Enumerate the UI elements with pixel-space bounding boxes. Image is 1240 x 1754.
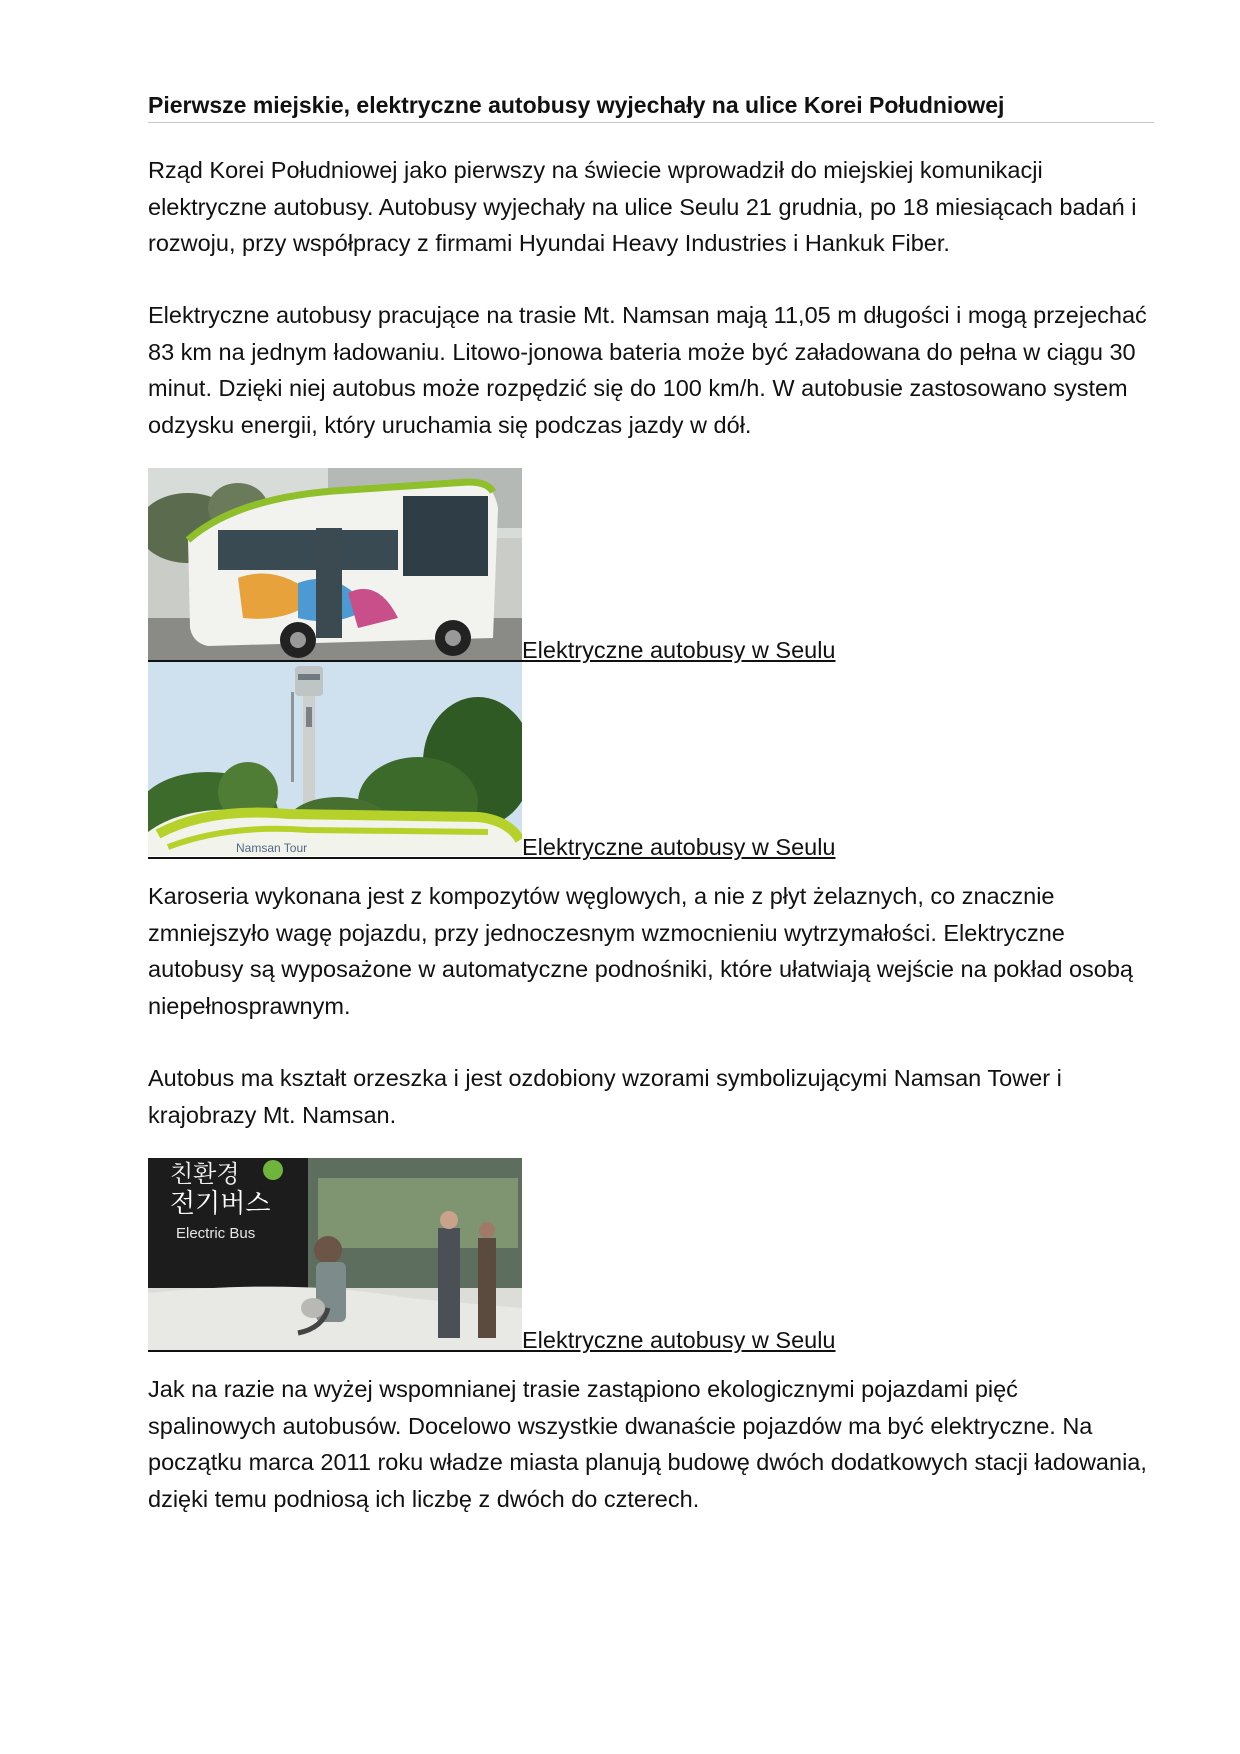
paragraph-body: Karoseria wykonana jest z kompozytów węglowych, a nie z płyt żelaznych, co znacznie zmniejszyło wagę pojazdu, przy jednoczesnym wzmocnieniu wytrzymałości. Elektryczne autobusy są wyposażone w automatyczne podnośniki, które ułatwiają wejście na pokład osobą niepełnosprawnym.	[148, 883, 1133, 1019]
figure-divider	[148, 1350, 522, 1352]
charging-photo	[148, 1158, 522, 1350]
tower-bus-photo	[148, 662, 522, 856]
figure-caption-link[interactable]: Elektryczne autobusy w Seulu	[522, 1327, 836, 1353]
electric-bus-sign: Electric Bus	[176, 1225, 256, 1242]
paragraph-intro: Rząd Korei Południowej jako pierwszy na świecie wprowadził do miejskiej komunikacji elektryczne autobusy. Autobusy wyjechały na ulice Seulu 21 grudnia, po 18 miesiącach badań i rozwoju, przy współpracy z firmami Hyundai Heavy Industries i Hankuk Fiber.	[148, 157, 1137, 256]
figure-divider	[148, 857, 522, 859]
paragraph-outlook: Jak na razie na wyżej wspomnianej trasie zastąpiono ekologicznymi pojazdami pięć spalinowych autobusów. Docelowo wszystkie dwanaście pojazdów ma być elektryczne. Na początku marca 2011 roku władze miasta planują budowę dwóch dodatkowych stacji ładowania, dzięki temu podniosą ich liczbę z dwóch do czterech.	[148, 1376, 1147, 1512]
bus-sign-text: Namsan Tour	[236, 841, 308, 855]
article-title: Pierwsze miejskie, elektryczne autobusy wyjechały na ulice Korei Południowej	[148, 90, 1154, 123]
bus-photo	[148, 468, 522, 660]
figure-caption-link[interactable]: Elektryczne autobusy w Seulu	[522, 834, 836, 860]
figure-caption-link[interactable]: Elektryczne autobusy w Seulu	[522, 637, 836, 663]
paragraph-design: Autobus ma kształt orzeszka i jest ozdobiony wzorami symbolizującymi Namsan Tower i krajobrazy Mt. Namsan.	[148, 1065, 1062, 1128]
paragraph-specs: Elektryczne autobusy pracujące na trasie Mt. Namsan mają 11,05 m długości i mogą przejechać 83 km na jednym ładowaniu. Litowo-jonowa bateria może być załadowana do pełna w ciągu 30 minut. Dzięki niej autobus może rozpędzić się do 100 km/h. W autobusie zastosowano system odzysku energii, który uruchamia się podczas jazdy w dół.	[148, 302, 1147, 438]
korean-sign-line-1: 친환경	[170, 1160, 240, 1188]
korean-sign-line-2: 전기버스	[170, 1189, 271, 1219]
